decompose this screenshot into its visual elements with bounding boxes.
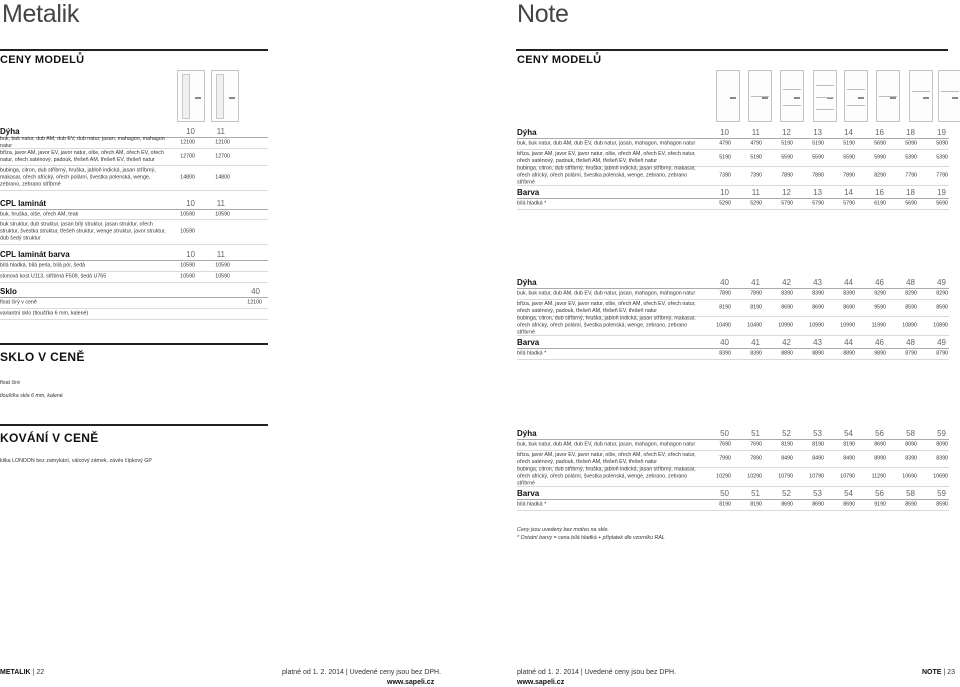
glass-text: tloušťka skla 6 mm, kalené [0,393,63,399]
table-title: Dýha [517,128,537,137]
table-title: Barva [517,188,540,197]
footer-note: platné od 1. 2. 2014 | Uvedené ceny jsou bez DPH. [517,669,677,676]
model-number: 11 [216,199,225,208]
table-cell: 7390 [750,172,762,179]
note-text: Ceny jsou uvedeny bez motivu na skle. [517,527,609,533]
table-cell: 8690 [812,501,824,508]
table-row [0,220,268,245]
table-row [517,500,949,511]
model-number: 48 [906,278,915,287]
price-table-dyha [0,126,268,191]
table-cell: 7890 [750,455,762,462]
model-number: 49 [937,338,946,347]
table-cell: 10590 [215,262,230,269]
model-number: 52 [782,429,791,438]
table-cell: 8790 [936,350,948,357]
table-cell: 10790 [778,473,793,480]
model-number: 50 [720,489,729,498]
model-number: 58 [906,429,915,438]
table-title: Barva [517,489,540,498]
table-cell: 5190 [719,154,731,161]
table-cell: 7890 [843,172,855,179]
table-cell: bubinga, citron, dub stříbrný, hruška, jabloň indická, jasan stříbrný, makasar, ořech africký, ořech polární, švestka polenská, wenge, zebrano, zebrano stříbrné [517,315,696,336]
table-cell: bříza, javor AM, javor EV, javor natur, olše, ořech AM, ořech EV, ořech natur, ořech saténový, padouk, třešeň AM, třešeň EV, třešeň natur [517,301,696,314]
table-cell: 4790 [750,140,762,147]
table-cell: 8190 [750,304,762,311]
table-title: Dýha [517,429,537,438]
hardware-text: klika LONDON bez zamykání, válcový zámek, závěs čípkový GP [0,458,152,464]
model-number: 19 [937,128,946,137]
table-cell: 8490 [812,455,824,462]
model-number: 48 [906,338,915,347]
table-cell: 10590 [215,211,230,218]
table-cell: 8690 [874,441,886,448]
table-cell: 5590 [812,154,824,161]
table-cell: 5590 [781,154,793,161]
table-cell: bříza, javor AM, javor EV, javor natur, olše, ořech AM, ořech EV, ořech natur, ořech saténový, padouk, třešeň AM, třešeň EV, třešeň natur [517,452,696,465]
table-cell: 5990 [874,154,886,161]
table-cell: 7390 [719,172,731,179]
table-cell: 5690 [936,200,948,207]
table-cell: 7890 [750,290,762,297]
table-cell: NOTE [922,669,942,676]
table-cell: 9590 [874,304,886,311]
table-cell: 8890 [781,350,793,357]
table-cell: bubinga, citron, dub stříbrný, hruška, jabloň indická, jasan stříbrný, makasar, ořech africký, ořech polární, švestka polenská, wenge, zebrano, zebrano stříbrné [0,167,156,188]
table-cell: 5190 [781,140,793,147]
table-cell: 8290 [905,290,917,297]
table-cell: 7890 [812,172,824,179]
door-model-10-image [177,70,205,122]
table-cell: 12100 [180,139,195,146]
right-page [480,0,960,687]
model-number: 11 [751,128,760,137]
table-cell: 8690 [812,304,824,311]
table-row [517,451,949,468]
table-cell: 8890 [843,350,855,357]
table-cell: 8190 [812,441,824,448]
table-cell: 8390 [719,350,731,357]
model-number: 52 [782,489,791,498]
table-cell: 10990 [840,322,855,329]
price-table-cpl-barva [0,249,268,283]
table-cell: METALIK [0,669,31,676]
model-number: 51 [751,429,760,438]
divider [0,424,268,426]
model-number: 54 [844,489,853,498]
table-cell: 8690 [843,304,855,311]
model-number: 10 [186,127,195,136]
table-row [0,149,268,166]
model-number: 56 [875,429,884,438]
table-cell: 7890 [781,172,793,179]
table-title: CPL laminát barva [0,250,70,259]
table-row [517,317,949,336]
price-table-g2 [517,276,949,360]
model-number: 56 [875,489,884,498]
table-cell: 8190 [781,441,793,448]
table-row [517,150,949,167]
table-cell: bubinga, citron, dub stříbrný, hruška, jabloň indická, jasan stříbrný, makasar, ořech africký, ořech polární, švestka polenská, wenge, zebrano, zebrano stříbrné [517,466,696,487]
table-cell: 8190 [719,304,731,311]
model-number: 42 [782,338,791,347]
table-row [0,298,268,309]
divider [0,49,268,51]
model-number: 18 [906,188,915,197]
table-cell: 9290 [874,290,886,297]
table-cell: Uvedené ceny jsou bez DPH. [349,669,442,676]
table-cell: buk, buk natur, dub AM, dub EV, dub natur, jasan, mahagon, mahagon natur [0,136,165,149]
door-model-image [909,70,933,122]
model-number: 49 [937,278,946,287]
model-number: 46 [875,338,884,347]
table-row [517,440,949,451]
model-number: 43 [813,338,822,347]
table-cell: bílá hladká, bílá perla, bílá pór, šedá [0,262,86,269]
model-number: 40 [720,338,729,347]
table-cell: variantní sklo (tloušťka 6 mm, kalené) [0,310,89,317]
model-number: 40 [720,278,729,287]
table-cell: 8190 [750,501,762,508]
table-title: Dýha [0,127,20,136]
table-cell: 9890 [874,350,886,357]
table-cell: 8890 [812,350,824,357]
table-cell: 8490 [781,455,793,462]
table-cell: 5790 [812,200,824,207]
table-cell: buk struktur, dub struktur, jasan bílý struktur, jasan struktur, ořech struktur, švestka struktur, třešeň struktur, wenge struktur, javor struktur, dub šedý struktur [0,221,166,242]
page-title: Metalik [2,0,80,28]
table-cell: 7790 [936,172,948,179]
table-cell: 7690 [719,441,731,448]
door-model-image [876,70,900,122]
price-table-g3 [517,427,949,511]
table-cell: 12700 [215,153,230,160]
model-number: 12 [782,128,791,137]
table-cell: 7790 [905,172,917,179]
glass-text: float čiré [0,380,21,386]
table-cell: 8590 [936,304,948,311]
model-number: 53 [813,429,822,438]
table-cell: bílá hladká * [517,200,547,207]
model-number: 51 [751,489,760,498]
page-title: Note [517,0,569,28]
table-cell: 12100 [215,139,230,146]
divider [0,343,268,345]
table-cell: 5790 [843,200,855,207]
door-model-image [813,70,837,122]
table-cell: bříza, javor AM, javor EV, javor natur, olše, ořech AM, ořech EV, ořech natur, ořech saténový, padouk, třešeň AM, třešeň EV, třešeň natur [517,151,696,164]
model-number: 10 [720,188,729,197]
model-number: 41 [751,338,760,347]
table-cell: bílá hladká * [517,501,547,508]
door-model-image [748,70,772,122]
table-cell: 5190 [843,140,855,147]
table-row [517,289,949,300]
table-cell: 8590 [905,304,917,311]
table-cell: buk, buk natur, dub AM, dub EV, dub natur, jasan, mahagon, mahagon natur [517,290,696,297]
table-cell: 7990 [719,455,731,462]
table-cell: bříza, javor AM, javor EV, javor natur, olše, ořech AM, ořech EV, ořech natur, ořech saténový, padouk, třešeň AM, třešeň EV, třešeň natur [0,150,164,163]
table-cell: 10590 [180,262,195,269]
model-number: 58 [906,489,915,498]
table-cell: 5090 [936,140,948,147]
table-cell: 10690 [902,473,917,480]
model-number: 10 [186,250,195,259]
table-cell: 14800 [215,174,230,181]
table-cell: 10890 [902,322,917,329]
table-cell: buk, buk natur, dub AM, dub EV, dub natur, jasan, mahagon, mahagon natur [517,140,696,147]
table-cell: 5390 [936,154,948,161]
model-number: 44 [844,338,853,347]
table-cell: 5290 [719,200,731,207]
model-number: 59 [937,489,946,498]
model-number: 44 [844,278,853,287]
table-cell: buk, hruška, olše, ořech AM, teak [0,211,79,218]
table-cell: 23 [947,669,955,676]
table-cell: 10790 [840,473,855,480]
door-model-image [844,70,868,122]
table-row [0,309,268,320]
table-cell: 8090 [936,441,948,448]
table-cell: 12700 [180,153,195,160]
model-number: 14 [844,188,853,197]
table-cell: 8390 [843,290,855,297]
table-cell: 11990 [871,322,886,329]
table-cell: 10290 [716,473,731,480]
table-row [517,349,949,360]
model-number: 13 [813,188,822,197]
table-cell: 10690 [933,473,948,480]
model-number: 11 [216,127,225,136]
table-cell: 10490 [716,322,731,329]
table-cell: 10790 [809,473,824,480]
table-cell: 8690 [781,501,793,508]
table-cell: 8390 [781,290,793,297]
section-heading-models: CENY MODELŮ [0,54,85,66]
table-row [0,210,268,220]
table-cell: 8190 [719,501,731,508]
table-title: CPL laminát [0,199,47,208]
table-cell: 4790 [719,140,731,147]
table-cell: 8390 [936,455,948,462]
table-row [517,300,949,317]
table-cell: 8290 [874,172,886,179]
table-cell: 10890 [933,322,948,329]
price-table-sklo [0,285,268,320]
table-cell: 10990 [809,322,824,329]
model-number: 11 [216,250,225,259]
table-cell: 5190 [812,140,824,147]
table-cell: 22 [36,669,45,676]
section-heading-hardware: KOVÁNÍ V CENĚ [0,431,99,445]
table-title: Dýha [517,278,537,287]
table-cell: 14800 [180,174,195,181]
model-number: 59 [937,429,946,438]
model-number: 54 [844,429,853,438]
model-number: 19 [937,188,946,197]
table-cell: 10590 [215,273,230,280]
table-cell: 10590 [180,211,195,218]
footer-page-label: METALIK | 22 [0,669,45,676]
table-cell: 5590 [843,154,855,161]
table-cell: 10990 [778,322,793,329]
model-number: 42 [782,278,791,287]
table-cell: 8190 [843,441,855,448]
model-number: 16 [875,128,884,137]
model-number: 13 [813,128,822,137]
table-cell: 12100 [247,299,262,306]
table-cell: bubinga, citron, dub stříbrný, hruška, jabloň indická, jasan stříbrný, makasar, ořech africký, ořech polární, švestka polenská, wenge, zebrano, zebrano stříbrné [517,165,696,186]
model-number: 50 [720,429,729,438]
table-cell: Uvedené ceny jsou bez DPH. [584,669,677,676]
price-table-g1 [517,126,949,210]
table-cell: 9190 [874,501,886,508]
table-cell: 5290 [750,200,762,207]
table-cell: 5090 [905,140,917,147]
table-cell: 5790 [781,200,793,207]
footer-url[interactable]: www.sapeli.cz [387,679,435,686]
table-cell: 8590 [936,501,948,508]
table-cell: 8390 [750,350,762,357]
section-heading-glass: SKLO V CENĚ [0,350,85,364]
price-table-cpl [0,198,268,245]
table-cell: 11290 [871,473,886,480]
table-cell: 8990 [874,455,886,462]
door-model-11-image [211,70,239,122]
table-cell: 5690 [874,140,886,147]
door-model-image [780,70,804,122]
section-heading-models: CENY MODELŮ [517,54,602,66]
table-cell: 7890 [719,290,731,297]
table-cell: 5390 [905,154,917,161]
table-row [517,468,949,487]
table-cell: 8690 [781,304,793,311]
model-number: 43 [813,278,822,287]
table-cell: bílá hladká * [517,350,547,357]
model-number: 18 [906,128,915,137]
table-cell: 8590 [905,501,917,508]
table-cell: 10290 [747,473,762,480]
model-number: 14 [844,128,853,137]
note-text: * Ostatní barvy = cena bílá hladká + příplatek dle vzorníku RAL [517,535,665,541]
table-row [517,199,949,210]
model-number: 12 [782,188,791,197]
model-number: 40 [251,287,260,296]
table-cell: 5190 [750,154,762,161]
table-row [517,167,949,186]
door-model-image [938,70,960,122]
table-row [0,166,268,191]
model-number: 41 [751,278,760,287]
footer-note: platné od 1. 2. 2014 | Uvedené ceny jsou bez DPH. [282,669,442,676]
table-cell: 8390 [812,290,824,297]
door-model-image [716,70,740,122]
table-row [0,261,268,272]
table-cell: 7690 [750,441,762,448]
table-cell: platné od 1. 2. 2014 [282,669,344,676]
table-cell: buk, buk natur, dub AM, dub EV, dub natur, jasan, mahagon, mahagon natur [517,441,696,448]
model-number: 11 [751,188,760,197]
table-cell: 8290 [936,290,948,297]
table-cell: 10590 [180,273,195,280]
table-cell: slonová kost U113, stříbrná F509, šedá U765 [0,273,107,280]
model-number: 46 [875,278,884,287]
model-number: 10 [720,128,729,137]
table-cell: 8090 [905,441,917,448]
model-number: 53 [813,489,822,498]
model-number: 16 [875,188,884,197]
table-cell: float čirý v ceně [0,299,37,306]
table-row [0,138,268,149]
table-cell: 10490 [747,322,762,329]
table-cell: 10590 [180,228,195,235]
table-row [0,272,268,283]
divider [516,49,948,51]
table-cell: 6190 [874,200,886,207]
table-cell: 8790 [905,350,917,357]
table-cell: 8490 [843,455,855,462]
footer-page-label: NOTE | 23 [922,669,955,676]
table-title: Barva [517,338,540,347]
table-cell: 5690 [905,200,917,207]
table-cell: platné od 1. 2. 2014 [517,669,579,676]
footer-url[interactable]: www.sapeli.cz [517,679,565,686]
table-title: Sklo [0,287,17,296]
table-row [517,139,949,150]
table-cell: 8690 [843,501,855,508]
table-cell: 8390 [905,455,917,462]
model-number: 10 [186,199,195,208]
